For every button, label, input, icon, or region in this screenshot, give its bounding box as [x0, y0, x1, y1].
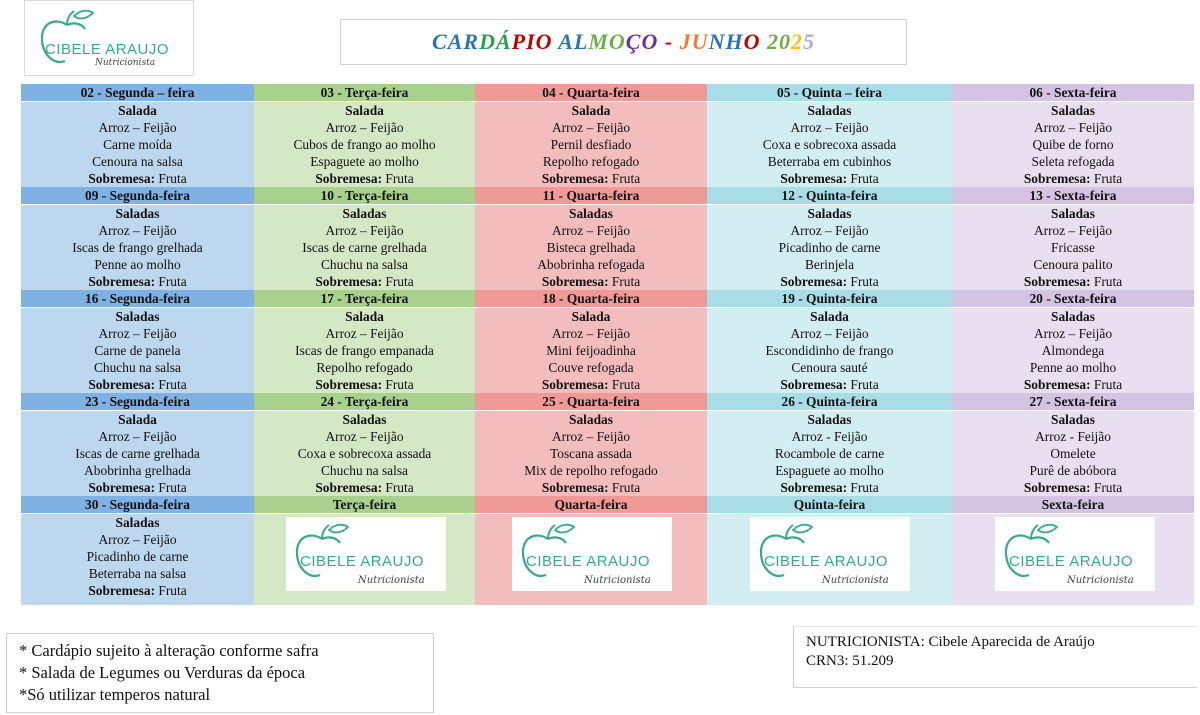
day-header: 09 - Segunda-feira	[21, 187, 254, 205]
dessert-line	[254, 273, 475, 290]
menu-item: Repolho refogado	[542, 154, 640, 169]
apple-icon	[292, 521, 352, 583]
apple-icon	[1001, 521, 1061, 583]
dessert-line	[21, 479, 254, 496]
dessert-line	[475, 273, 707, 290]
dessert-value: Fruta	[155, 583, 187, 598]
dessert-value: Fruta	[847, 377, 879, 392]
menu-item: Arroz - Feijão	[791, 429, 868, 444]
salad-label: Salada	[810, 309, 849, 324]
menu-item: Arroz – Feijão	[1033, 223, 1113, 238]
logo-cell	[952, 514, 1194, 606]
dessert-line	[952, 376, 1194, 393]
menu-item: Arroz – Feijão	[98, 429, 177, 444]
salad-label: Salada	[571, 309, 611, 324]
menu-item: Seleta refogada	[1031, 154, 1115, 169]
day-menu	[707, 102, 952, 188]
day-menu	[707, 205, 952, 291]
brand-logo	[512, 517, 672, 591]
title-segment: 20	[766, 29, 791, 54]
week-menu-row	[21, 205, 1194, 291]
salad-label: Salada	[118, 103, 157, 118]
menu-item: Arroz – Feijão	[1033, 120, 1113, 135]
nutritionist-name: NUTRICIONISTA: Cibele Aparecida de Araújo	[806, 634, 1095, 650]
dessert-line	[475, 479, 707, 496]
title-segment: 2	[790, 29, 803, 54]
logo-name: CIBELE ARAUJO	[526, 553, 651, 570]
menu-item: Carne moída	[103, 137, 172, 152]
menu-item: Purê de abóbora	[1029, 463, 1117, 478]
menu-item: Penne ao molho	[94, 257, 181, 272]
menu-item: Picadinho de carne	[86, 549, 189, 564]
dessert-label: Sobremesa:	[780, 377, 848, 392]
logo-cell	[707, 514, 952, 606]
day-menu	[475, 205, 707, 291]
logo-name: CIBELE ARAUJO	[1009, 553, 1134, 570]
title-segment: -	[664, 29, 680, 54]
dessert-label: Sobremesa:	[780, 171, 848, 186]
dessert-label: Sobremesa:	[541, 171, 609, 186]
dessert-label: Sobremesa:	[88, 583, 156, 598]
day-header: 06 - Sexta-feira	[952, 84, 1194, 102]
day-menu	[254, 205, 475, 291]
menu-item: Iscas de frango empanada	[295, 343, 434, 358]
brand-logo	[286, 517, 446, 591]
menu-item: Pernil desfiado	[550, 137, 632, 152]
salad-label: Saladas	[807, 412, 852, 427]
dessert-label: Sobremesa:	[88, 480, 156, 495]
day-header: 11 - Quarta-feira	[475, 187, 707, 205]
menu-item: Arroz – Feijão	[325, 326, 404, 341]
menu-item: Abobrinha grelhada	[84, 463, 191, 478]
title-segment: MO	[588, 29, 626, 54]
week-header-row	[21, 393, 1194, 411]
menu-item: Chuchu na salsa	[93, 360, 182, 375]
menu-item: Beterraba na salsa	[88, 566, 187, 581]
menu-item: Chuchu na salsa	[320, 463, 409, 478]
note-line: * Salada de Legumes ou Verduras da época	[19, 663, 306, 682]
menu-item: Mini feijoadinha	[546, 343, 636, 358]
week-header-row	[21, 84, 1194, 102]
logo-subtitle: Nutricionista	[584, 575, 651, 586]
day-menu	[21, 308, 254, 394]
menu-item: Arroz – Feijão	[98, 223, 177, 238]
menu-item: Toscana assada	[550, 446, 632, 461]
dessert-value: Fruta	[155, 171, 187, 186]
menu-item: Chuchu na salsa	[320, 257, 409, 272]
day-header: 05 - Quinta – feira	[707, 84, 952, 102]
dessert-line	[707, 273, 952, 290]
day-header: 04 - Quarta-feira	[475, 84, 707, 102]
day-menu	[21, 205, 254, 291]
day-menu	[952, 411, 1194, 497]
dessert-line	[21, 582, 254, 599]
dessert-value: Fruta	[608, 171, 641, 186]
logo-name: CIBELE ARAUJO	[764, 553, 889, 570]
title-segment: PIO	[511, 29, 559, 54]
menu-item: Coxa e sobrecoxa assada	[762, 137, 897, 152]
dessert-line	[475, 376, 707, 393]
dessert-label: Sobremesa:	[1023, 377, 1091, 392]
salad-label: Salada	[571, 103, 611, 118]
nutritionist-crn: CRN3: 51.209	[806, 653, 894, 669]
day-header: Quarta-feira	[475, 496, 707, 514]
salad-label: Saladas	[342, 206, 387, 221]
dessert-line	[254, 376, 475, 393]
title-segment: NH	[708, 29, 744, 54]
dessert-value: Fruta	[155, 377, 187, 392]
dessert-label: Sobremesa:	[315, 377, 383, 392]
day-header: 25 - Quarta-feira	[475, 393, 707, 411]
menu-item: Rocambole de carne	[774, 446, 885, 461]
day-menu	[254, 308, 475, 394]
day-header: 17 - Terça-feira	[254, 290, 475, 308]
dessert-value: Fruta	[847, 171, 879, 186]
menu-item: Cenoura palito	[1033, 257, 1113, 272]
dessert-label: Sobremesa:	[780, 274, 848, 289]
page-title	[432, 29, 815, 55]
week-header-row	[21, 496, 1194, 514]
dessert-value: Fruta	[382, 377, 414, 392]
dessert-value: Fruta	[1090, 377, 1123, 392]
dessert-label: Sobremesa:	[541, 377, 609, 392]
dessert-label: Sobremesa:	[541, 274, 609, 289]
day-header: 20 - Sexta-feira	[952, 290, 1194, 308]
day-header: Sexta-feira	[952, 496, 1194, 514]
dessert-label: Sobremesa:	[780, 480, 848, 495]
note-line: *Só utilizar temperos natural	[19, 685, 211, 704]
menu-item: Arroz – Feijão	[1033, 326, 1113, 341]
salad-label: Saladas	[342, 412, 387, 427]
day-menu	[707, 308, 952, 394]
salad-label: Saladas	[1051, 206, 1095, 221]
dessert-line	[254, 170, 475, 187]
menu-item: Almondega	[1041, 343, 1105, 358]
dessert-line	[21, 376, 254, 393]
day-menu	[254, 411, 475, 497]
salad-label: Saladas	[807, 103, 852, 118]
dessert-label: Sobremesa:	[315, 171, 383, 186]
menu-item: Iscas de carne grelhada	[302, 240, 427, 255]
apple-icon	[518, 521, 578, 583]
menu-item: Bisteca grelhada	[546, 240, 636, 255]
day-header: 27 - Sexta-feira	[952, 393, 1194, 411]
dessert-value: Fruta	[608, 274, 641, 289]
menu-item: Mix de repolho refogado	[524, 463, 658, 478]
menu-item: Berinjela	[804, 257, 855, 272]
menu-item: Arroz – Feijão	[551, 223, 631, 238]
day-header: 13 - Sexta-feira	[952, 187, 1194, 205]
logo-subtitle: Nutricionista	[358, 575, 425, 586]
title-segment: DÁ	[479, 29, 512, 54]
menu-item: Iscas de frango grelhada	[72, 240, 203, 255]
day-header: 26 - Quinta-feira	[707, 393, 952, 411]
day-header: 24 - Terça-feira	[254, 393, 475, 411]
menu-item: Carne de panela	[94, 343, 181, 358]
menu-item: Couve refogada	[548, 360, 634, 375]
dessert-label: Sobremesa:	[88, 377, 156, 392]
menu-item: Penne ao molho	[1029, 360, 1117, 375]
day-menu	[952, 308, 1194, 394]
menu-item: Arroz – Feijão	[790, 120, 869, 135]
day-menu	[21, 102, 254, 188]
title-box	[340, 19, 907, 65]
dessert-label: Sobremesa:	[1023, 274, 1091, 289]
logo-cell	[254, 514, 475, 606]
day-menu	[21, 514, 254, 606]
dessert-value: Fruta	[608, 480, 641, 495]
apple-icon	[756, 521, 816, 583]
salad-label: Salada	[345, 309, 384, 324]
menu-item: Arroz - Feijão	[1035, 429, 1111, 444]
menu-item: Arroz – Feijão	[98, 120, 177, 135]
salad-label: Saladas	[115, 515, 160, 530]
week-menu-row	[21, 514, 1194, 606]
day-menu	[475, 411, 707, 497]
dessert-value: Fruta	[847, 274, 879, 289]
day-header: 12 - Quinta-feira	[707, 187, 952, 205]
salad-label: Saladas	[1051, 309, 1095, 324]
dessert-label: Sobremesa:	[1023, 171, 1091, 186]
nutritionist-box	[793, 626, 1197, 688]
day-header: 19 - Quinta-feira	[707, 290, 952, 308]
logo-subtitle: Nutricionista	[822, 575, 889, 586]
logo-name: CIBELE ARAUJO	[300, 553, 425, 570]
dessert-line	[952, 170, 1194, 187]
dessert-value: Fruta	[155, 274, 187, 289]
menu-item: Cenoura sauté	[791, 360, 868, 375]
menu-table	[21, 84, 1194, 605]
salad-label: Salada	[345, 103, 384, 118]
day-menu	[21, 411, 254, 497]
salad-label: Saladas	[1051, 412, 1095, 427]
menu-item: Picadinho de carne	[778, 240, 881, 255]
dessert-line	[952, 479, 1194, 496]
title-segment: CAR	[432, 29, 480, 54]
menu-item: Arroz – Feijão	[325, 120, 404, 135]
dessert-value: Fruta	[382, 274, 414, 289]
menu-item: Cenoura na salsa	[92, 154, 183, 169]
title-segment: AL	[558, 29, 589, 54]
day-menu	[952, 102, 1194, 188]
dessert-line	[475, 170, 707, 187]
day-header: 10 - Terça-feira	[254, 187, 475, 205]
menu-item: Arroz – Feijão	[790, 223, 869, 238]
day-header: 18 - Quarta-feira	[475, 290, 707, 308]
menu-item: Espaguete ao molho	[775, 463, 884, 478]
menu-item: Arroz – Feijão	[98, 326, 177, 341]
dessert-line	[21, 170, 254, 187]
brand-logo	[37, 7, 187, 73]
week-menu-row	[21, 411, 1194, 497]
week-header-row	[21, 290, 1194, 308]
title-segment: O	[743, 29, 767, 54]
dessert-line	[21, 273, 254, 290]
menu-item: Arroz – Feijão	[551, 326, 631, 341]
title-segment: JU	[679, 29, 709, 54]
salad-label: Saladas	[569, 412, 613, 427]
menu-item: Coxa e sobrecoxa assada	[297, 446, 432, 461]
dessert-label: Sobremesa:	[541, 480, 609, 495]
dessert-value: Fruta	[382, 171, 414, 186]
menu-item: Espaguete ao molho	[310, 154, 419, 169]
week-menu-row	[21, 102, 1194, 188]
dessert-line	[952, 273, 1194, 290]
dessert-value: Fruta	[155, 480, 187, 495]
header-logo-box	[24, 0, 194, 76]
note-line: * Cardápio sujeito à alteração conforme safra	[19, 641, 319, 660]
dessert-line	[707, 170, 952, 187]
day-header: 03 - Terça-feira	[254, 84, 475, 102]
title-segment: 5	[802, 29, 815, 54]
logo-subtitle: Nutricionista	[95, 58, 156, 68]
day-menu	[254, 102, 475, 188]
day-menu	[475, 102, 707, 188]
day-header: 30 - Segunda-feira	[21, 496, 254, 514]
dessert-label: Sobremesa:	[315, 480, 383, 495]
week-header-row	[21, 187, 1194, 205]
menu-item: Arroz – Feijão	[325, 429, 404, 444]
menu-item: Omelete	[1050, 446, 1096, 461]
apple-icon	[37, 7, 97, 69]
menu-item: Arroz – Feijão	[790, 326, 869, 341]
logo-name: CIBELE ARAUJO	[45, 41, 170, 58]
menu-item: Iscas de carne grelhada	[75, 446, 200, 461]
menu-item: Arroz – Feijão	[325, 223, 404, 238]
dessert-label: Sobremesa:	[88, 171, 156, 186]
notes-box	[6, 633, 434, 713]
logo-cell	[475, 514, 707, 606]
dessert-label: Sobremesa:	[88, 274, 156, 289]
menu-item: Quibe de forno	[1032, 137, 1114, 152]
menu-item: Arroz – Feijão	[551, 429, 631, 444]
salad-label: Salada	[118, 412, 157, 427]
dessert-value: Fruta	[847, 480, 879, 495]
day-header: Terça-feira	[254, 496, 475, 514]
salad-label: Saladas	[115, 206, 160, 221]
dessert-line	[254, 479, 475, 496]
day-header: Quinta-feira	[707, 496, 952, 514]
menu-item: Abobrinha refogada	[537, 257, 645, 272]
brand-logo	[750, 517, 910, 591]
dessert-value: Fruta	[1090, 480, 1123, 495]
salad-label: Saladas	[1051, 103, 1095, 118]
salad-label: Saladas	[569, 206, 613, 221]
dessert-label: Sobremesa:	[1023, 480, 1091, 495]
day-header: 02 - Segunda – feira	[21, 84, 254, 102]
dessert-label: Sobremesa:	[315, 274, 383, 289]
day-header: 23 - Segunda-feira	[21, 393, 254, 411]
menu-item: Beterraba em cubinhos	[767, 154, 892, 169]
brand-logo	[995, 517, 1155, 591]
title-segment: ÇO	[625, 29, 665, 54]
day-menu	[707, 411, 952, 497]
dessert-line	[707, 479, 952, 496]
menu-item: Repolho refogado	[316, 360, 413, 375]
salad-label: Saladas	[115, 309, 160, 324]
logo-subtitle: Nutricionista	[1067, 575, 1134, 586]
menu-item: Arroz – Feijão	[98, 532, 177, 547]
menu-item: Arroz – Feijão	[551, 120, 631, 135]
day-header: 16 - Segunda-feira	[21, 290, 254, 308]
week-menu-row	[21, 308, 1194, 394]
menu-item: Fricasse	[1051, 240, 1095, 255]
dessert-value: Fruta	[1090, 171, 1123, 186]
dessert-value: Fruta	[1090, 274, 1123, 289]
dessert-value: Fruta	[382, 480, 414, 495]
menu-item: Escondidinho de frango	[765, 343, 894, 358]
day-menu	[475, 308, 707, 394]
salad-label: Saladas	[807, 206, 852, 221]
day-menu	[952, 205, 1194, 291]
dessert-value: Fruta	[608, 377, 641, 392]
dessert-line	[707, 376, 952, 393]
menu-item: Cubos de frango ao molho	[293, 137, 436, 152]
